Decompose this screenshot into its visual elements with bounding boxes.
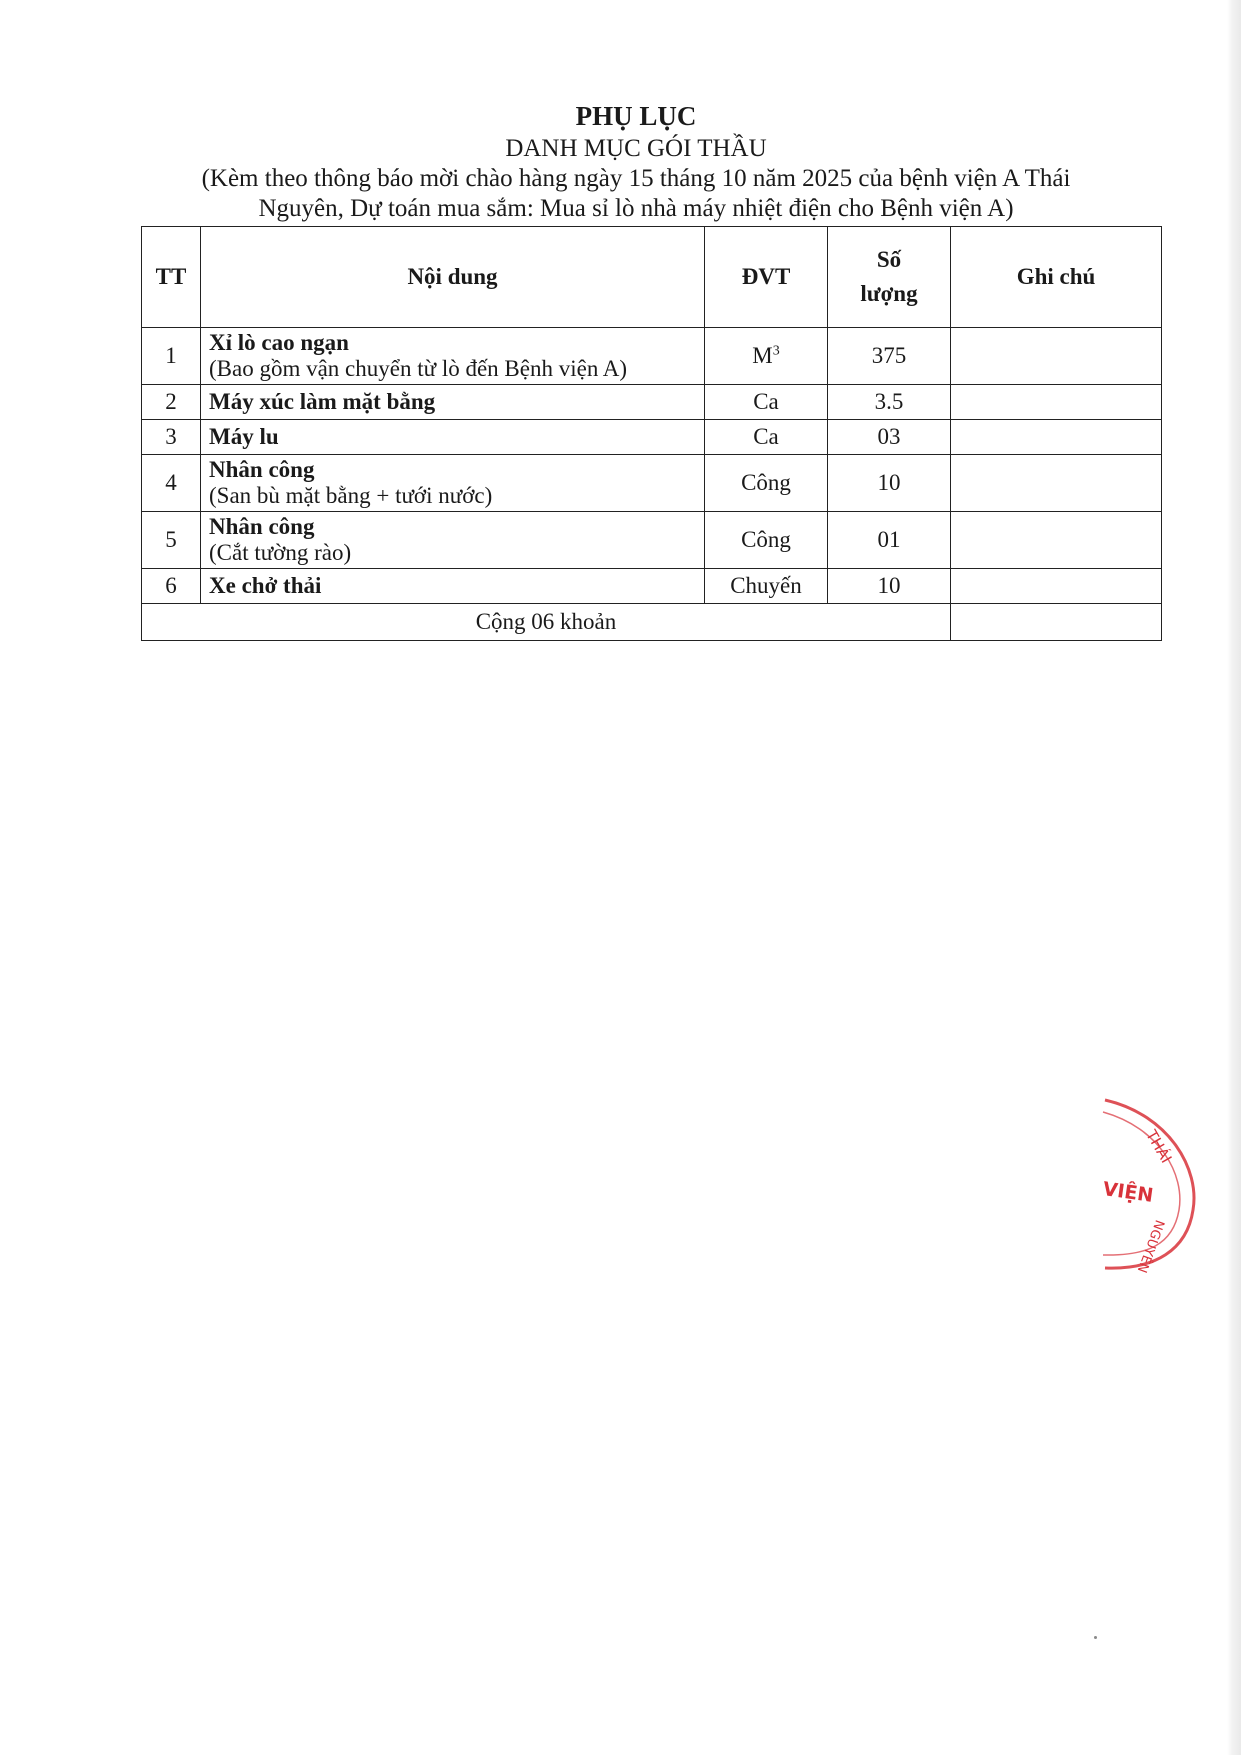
table-header-row [142,227,1162,328]
row-quantity: 10 [828,455,951,512]
document-description [141,164,1131,224]
document-title: PHỤ LỤC [575,101,697,131]
items-table [141,226,1162,641]
unit-text: Chuyến [730,573,802,598]
item-detail: (San bù mặt bằng + tưới nước) [209,483,493,508]
item-detail: (Cắt tường rào) [209,540,352,565]
hospital-seal-stamp [1075,1090,1215,1310]
scan-page-edge [1227,0,1241,1755]
item-name: Nhân công [209,514,315,539]
description-line-1: (Kèm theo thông báo mời chào hàng ngày 15 tháng 10 năm 2025 của bệnh viện A Thái [201,165,1071,192]
description-line-2: Nguyên, Dự toán mua sắm: Mua sỉ lò nhà máy nhiệt điện cho Bệnh viện A) [258,195,1014,222]
row-quantity: 375 [828,328,951,385]
total-label: Cộng 06 khoản [142,604,951,641]
unit-text: Ca [753,424,779,449]
stamp-text-vien: VIỆN [1101,1178,1155,1207]
row-unit [705,385,828,420]
row-unit [705,420,828,455]
row-content [201,328,705,385]
item-name: Máy lu [209,424,279,449]
unit-text: Công [741,470,791,495]
table-row [142,385,1162,420]
row-note [951,328,1162,385]
header-quantity-line1: Số [876,247,902,272]
row-quantity: 10 [828,569,951,604]
item-name: Nhân công [209,457,315,482]
header-unit: ĐVT [705,227,828,328]
header-quantity-line2: lượng [860,281,918,306]
header-tt: TT [142,227,201,328]
item-name: Xỉ lò cao ngạn [209,330,349,355]
unit-text: Ca [753,389,779,414]
total-note [951,604,1162,641]
unit-text: M [752,343,773,368]
item-name: Xe chở thải [209,573,322,598]
row-unit [705,569,828,604]
table-body [142,328,1162,604]
row-number: 5 [142,512,201,569]
row-note [951,420,1162,455]
unit-text: Công [741,527,791,552]
row-unit [705,328,828,385]
header-content: Nội dung [201,227,705,328]
row-content [201,569,705,604]
item-detail: (Bao gồm vận chuyển từ lò đến Bệnh viện A) [209,356,628,381]
document-subtitle: DANH MỤC GÓI THẦU [505,135,767,162]
row-content [201,455,705,512]
document-header [130,98,1142,224]
row-content [201,420,705,455]
table-row [142,569,1162,604]
scan-speck [1094,1636,1097,1639]
table-row [142,328,1162,385]
row-note [951,569,1162,604]
row-number: 6 [142,569,201,604]
row-note [951,385,1162,420]
stamp-text-thai: THÁI [1142,1126,1176,1167]
table-row [142,512,1162,569]
row-number: 3 [142,420,201,455]
total-row [142,604,1162,641]
row-quantity: 3.5 [828,385,951,420]
table-row [142,420,1162,455]
row-note [951,455,1162,512]
row-unit [705,512,828,569]
row-unit [705,455,828,512]
row-quantity: 01 [828,512,951,569]
row-number: 2 [142,385,201,420]
row-content [201,512,705,569]
row-quantity: 03 [828,420,951,455]
table-row [142,455,1162,512]
item-name: Máy xúc làm mặt bằng [209,389,436,414]
row-content [201,385,705,420]
unit-superscript: 3 [772,343,780,359]
row-note [951,512,1162,569]
header-note: Ghi chú [951,227,1162,328]
row-number: 1 [142,328,201,385]
row-number: 4 [142,455,201,512]
stamp-text-nguyen: NGUYÊN [1133,1217,1167,1275]
header-quantity [828,227,951,328]
